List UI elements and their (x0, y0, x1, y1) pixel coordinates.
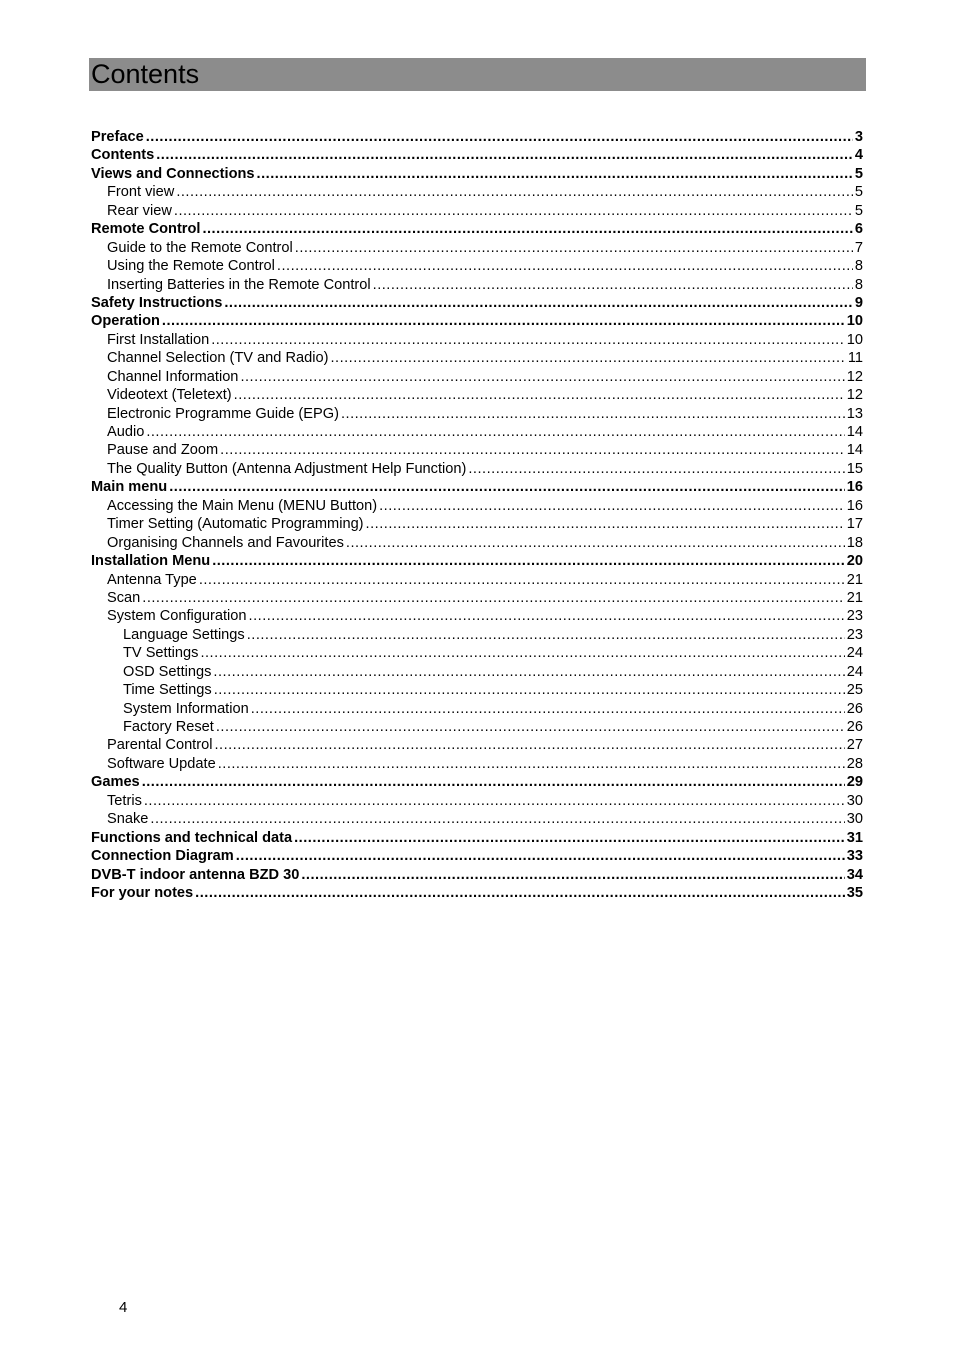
toc-entry-page: 6 (854, 221, 863, 238)
toc-entry[interactable] (91, 773, 863, 791)
dot-leader (216, 718, 845, 736)
toc-entry-page: 11 (847, 350, 863, 367)
dot-leader (174, 202, 853, 220)
toc-entry-page: 10 (846, 331, 863, 348)
toc-entry-page: 17 (846, 516, 863, 533)
dot-leader (234, 386, 845, 404)
toc-entry-title: System Configuration (107, 608, 247, 625)
toc-entry-page: 24 (846, 663, 863, 680)
toc-entry-page: 34 (846, 866, 863, 883)
dot-leader (240, 368, 844, 386)
dot-leader (176, 183, 853, 201)
toc-entry[interactable] (91, 847, 863, 865)
toc-entry-title: OSD Settings (123, 663, 212, 680)
toc-entry[interactable] (91, 460, 863, 478)
toc-entry[interactable] (91, 681, 863, 699)
dot-leader (330, 349, 845, 367)
toc-entry[interactable] (91, 497, 863, 515)
toc-entry[interactable] (91, 589, 863, 607)
dot-leader (247, 626, 845, 644)
toc-entry-page: 21 (846, 589, 863, 606)
toc-entry[interactable] (91, 239, 863, 257)
toc-entry-page: 5 (854, 165, 863, 182)
toc-entry-page: 26 (846, 719, 863, 735)
dot-leader (211, 331, 845, 349)
toc-entry[interactable] (91, 866, 863, 884)
toc-entry-page: 15 (846, 460, 863, 477)
dot-leader (156, 146, 853, 164)
toc-entry-page: 16 (846, 497, 863, 514)
dot-leader (199, 571, 845, 589)
toc-entry-title: Guide to the Remote Control (107, 239, 293, 256)
toc-entry-page: 3 (854, 129, 863, 145)
dot-leader (257, 165, 853, 183)
toc-entry-title: Electronic Programme Guide (EPG) (107, 405, 339, 422)
page-number: 4 (119, 1299, 128, 1316)
toc-entry[interactable] (91, 257, 863, 275)
dot-leader (200, 644, 844, 662)
toc-entry[interactable] (91, 183, 863, 201)
toc-entry[interactable] (91, 165, 863, 183)
toc-entry-page: 4 (854, 147, 863, 164)
toc-entry-page: 12 (846, 368, 863, 385)
toc-entry-title: Time Settings (123, 682, 212, 699)
toc-entry[interactable] (91, 644, 863, 662)
dot-leader (169, 478, 845, 496)
toc-entry-title: Contents (91, 147, 155, 164)
dot-leader (150, 810, 844, 828)
toc-entry[interactable] (91, 331, 863, 349)
toc-entry-page: 29 (846, 774, 863, 791)
toc-entry[interactable] (91, 700, 863, 718)
toc-entry[interactable] (91, 534, 863, 552)
toc-entry-title: Organising Channels and Favourites (107, 534, 344, 551)
toc-entry[interactable] (91, 202, 863, 220)
dot-leader (301, 866, 844, 884)
toc-entry-page: 13 (846, 405, 863, 422)
toc-entry-page: 27 (846, 737, 863, 754)
page-title: Contents (91, 59, 200, 89)
dot-leader (346, 534, 845, 552)
toc-entry-title: Front view (107, 184, 175, 201)
dot-leader (162, 312, 845, 330)
toc-entry-page: 24 (846, 645, 863, 662)
dot-leader (142, 589, 845, 607)
dot-leader (379, 497, 845, 515)
toc-entry[interactable] (91, 571, 863, 589)
toc-entry-page: 26 (846, 700, 863, 717)
dot-leader (277, 257, 853, 275)
toc-entry-title: Channel Information (107, 368, 239, 385)
toc-entry-page: 30 (846, 811, 863, 828)
toc-entry[interactable] (91, 368, 863, 386)
toc-entry[interactable] (91, 515, 863, 533)
toc-entry-title: Factory Reset (123, 719, 214, 735)
toc-entry-title: Channel Selection (TV and Radio) (107, 350, 329, 367)
dot-leader (224, 294, 853, 312)
dot-leader (146, 423, 844, 441)
toc-entry[interactable] (91, 478, 863, 496)
toc-entry-title: Software Update (107, 755, 216, 772)
toc-entry[interactable] (91, 884, 863, 902)
toc-entry-page: 14 (846, 442, 863, 459)
toc-entry-page: 33 (846, 848, 863, 865)
toc-entry-page: 20 (846, 553, 863, 570)
toc-entry-title: DVB-T indoor antenna BZD 30 (91, 866, 300, 883)
toc-entry[interactable] (91, 552, 863, 570)
dot-leader (195, 884, 845, 902)
toc-entry[interactable] (91, 405, 863, 423)
toc-entry-title: Videotext (Teletext) (107, 387, 232, 404)
toc-entry[interactable] (91, 386, 863, 404)
toc-entry-title: Pause and Zoom (107, 442, 219, 459)
toc-entry-page: 35 (846, 884, 863, 901)
toc-entry-page: 12 (846, 387, 863, 404)
dot-leader (142, 773, 845, 791)
toc-entry-title: Language Settings (123, 626, 245, 643)
dot-leader (146, 128, 853, 146)
toc-entry-title: The Quality Button (Antenna Adjustment Help Function) (107, 460, 467, 477)
toc-entry[interactable] (91, 276, 863, 294)
toc-entry-page: 8 (854, 276, 863, 293)
toc-entry-page: 30 (846, 792, 863, 809)
toc-entry-page: 7 (854, 239, 863, 256)
toc-entry-title: Using the Remote Control (107, 258, 275, 275)
toc-entry-title: Parental Control (107, 737, 213, 754)
toc-entry-title: Inserting Batteries in the Remote Control (107, 276, 371, 293)
toc-entry-page: 10 (846, 313, 863, 330)
dot-leader (144, 792, 845, 810)
dot-leader (214, 736, 844, 754)
toc-entry-title: Main menu (91, 479, 168, 496)
toc-entry-title: Tetris (107, 792, 142, 809)
toc-entry[interactable] (91, 146, 863, 164)
toc-entry[interactable] (91, 423, 863, 441)
toc-entry[interactable] (91, 718, 863, 736)
dot-leader (236, 847, 845, 865)
toc-entry-page: 23 (846, 608, 863, 625)
toc-entry-page: 28 (846, 755, 863, 772)
toc-entry[interactable] (91, 128, 863, 146)
toc-entry-title: Antenna Type (107, 571, 197, 588)
dot-leader (202, 220, 852, 238)
toc-entry-title: Accessing the Main Menu (MENU Button) (107, 497, 378, 514)
toc-entry[interactable] (91, 441, 863, 459)
toc-entry-title: Connection Diagram (91, 848, 234, 865)
dot-leader (341, 405, 845, 423)
toc-entry-title: Operation (91, 313, 160, 330)
toc-entry-title: Audio (107, 424, 145, 440)
toc-entry-title: Scan (107, 589, 141, 606)
toc-entry[interactable] (91, 755, 863, 773)
toc-entry[interactable] (91, 626, 863, 644)
toc-entry-page: 14 (846, 424, 863, 440)
toc-entry[interactable] (91, 220, 863, 238)
toc-entry[interactable] (91, 736, 863, 754)
toc-entry-page: 21 (846, 571, 863, 588)
toc-entry-title: Installation Menu (91, 553, 211, 570)
toc-entry[interactable] (91, 829, 863, 847)
dot-leader (295, 239, 853, 257)
toc-entry-title: TV Settings (123, 645, 199, 662)
toc-entry-page: 5 (854, 202, 863, 219)
toc-entry[interactable] (91, 810, 863, 828)
toc-entry[interactable] (91, 607, 863, 625)
toc-entry[interactable] (91, 663, 863, 681)
toc-entry-title: Rear view (107, 202, 172, 219)
toc-entry-page: 23 (846, 626, 863, 643)
toc-entry-title: Timer Setting (Automatic Programming) (107, 516, 364, 533)
toc-entry-title: Safety Instructions (91, 294, 223, 311)
toc-entry-page: 8 (854, 258, 863, 275)
toc-entry[interactable] (91, 792, 863, 810)
toc-entry-title: Views and Connections (91, 165, 255, 182)
toc-entry-title: Games (91, 774, 140, 791)
dot-leader (366, 515, 845, 533)
toc-entry-page: 25 (846, 682, 863, 699)
dot-leader (249, 607, 845, 625)
toc-entry-page: 31 (846, 829, 863, 846)
toc-entry-page: 5 (854, 184, 863, 201)
toc-entry-title: For your notes (91, 884, 194, 901)
toc-entry-title: System Information (123, 700, 249, 717)
toc-entry-title: Preface (91, 129, 144, 145)
toc-entry-page: 9 (854, 294, 863, 311)
dot-leader (220, 441, 845, 459)
dot-leader (251, 700, 845, 718)
dot-leader (213, 663, 844, 681)
dot-leader (373, 276, 853, 294)
toc-entry[interactable] (91, 349, 863, 367)
contents-title-bar (89, 58, 866, 91)
dot-leader (218, 755, 845, 773)
toc-entry[interactable] (91, 312, 863, 330)
toc-entry-title: Remote Control (91, 221, 201, 238)
dot-leader (294, 829, 845, 847)
toc-entry-title: First Installation (107, 331, 210, 348)
toc-entry-title: Snake (107, 811, 149, 828)
table-of-contents (91, 128, 863, 902)
dot-leader (212, 552, 845, 570)
dot-leader (214, 681, 845, 699)
toc-entry[interactable] (91, 294, 863, 312)
toc-entry-page: 16 (846, 479, 863, 496)
dot-leader (468, 460, 844, 478)
toc-entry-title: Functions and technical data (91, 829, 293, 846)
toc-entry-page: 18 (846, 534, 863, 551)
